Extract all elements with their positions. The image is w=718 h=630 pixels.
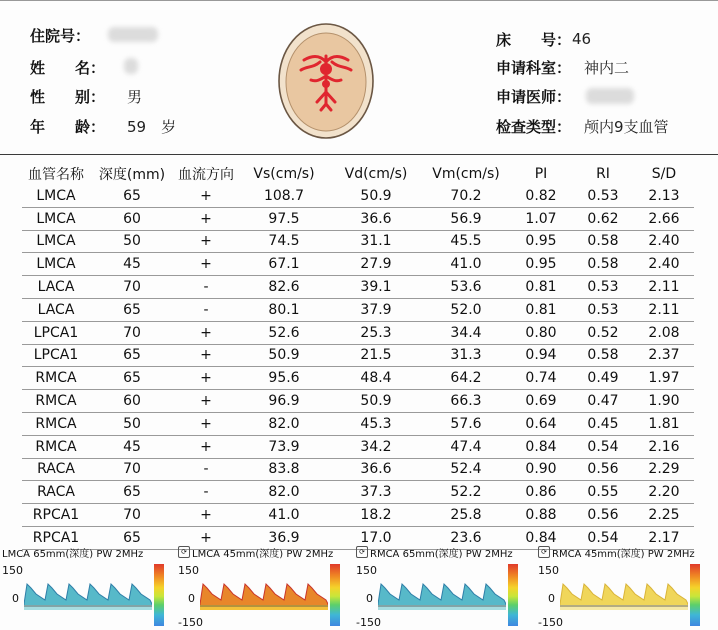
pi-cell: 0.64 (510, 412, 572, 435)
axis-tick-top: 150 (356, 564, 377, 577)
depth-cell: 60 (90, 390, 174, 413)
spectrum-title (538, 544, 695, 560)
flow-direction-cell: + (174, 526, 238, 549)
depth-cell: 50 (90, 230, 174, 253)
table-row (22, 504, 694, 527)
doctor-redacted (586, 88, 634, 104)
doctor-label: 申请医师： (496, 87, 572, 106)
doppler-waveform (200, 566, 328, 626)
vm-cell: 57.6 (422, 412, 510, 435)
color-scale-bar (154, 564, 164, 626)
spectrum-title (2, 544, 143, 560)
flow-direction-cell: - (174, 276, 238, 299)
vessel-name-cell: RACA (22, 458, 90, 481)
ri-cell: 0.49 (572, 367, 634, 390)
probe-icon: ⟳ (538, 546, 550, 558)
sd-cell: 1.90 (634, 390, 694, 413)
vs-cell: 96.9 (238, 390, 330, 413)
vs-cell: 67.1 (238, 253, 330, 276)
bed-value: 46 (572, 30, 592, 48)
sd-cell: 1.97 (634, 367, 694, 390)
name-label: 姓 名： (30, 58, 106, 77)
axis-tick-zero: 0 (548, 592, 555, 605)
dept-value: 神内二 (584, 58, 630, 77)
table-row (22, 367, 694, 390)
vm-cell: 34.4 (422, 321, 510, 344)
sex-value: 男 (127, 87, 143, 106)
ri-cell: 0.54 (572, 526, 634, 549)
flow-direction-cell: + (174, 504, 238, 527)
vm-cell: 23.6 (422, 526, 510, 549)
spectrum-title-text: RMCA 45mm(深度) PW 2MHz (552, 548, 695, 560)
depth-cell: 50 (90, 412, 174, 435)
sd-cell: 2.40 (634, 230, 694, 253)
depth-cell: 60 (90, 207, 174, 230)
flow-direction-cell: + (174, 435, 238, 458)
axis-tick-zero: 0 (366, 592, 373, 605)
table-row (22, 481, 694, 504)
vessel-name-cell: LMCA (22, 207, 90, 230)
exam-type-field (496, 115, 571, 137)
table-row (22, 230, 694, 253)
sd-cell: 2.66 (634, 207, 694, 230)
vd-cell: 50.9 (330, 390, 422, 413)
table-row (22, 185, 694, 207)
ri-cell: 0.47 (572, 390, 634, 413)
ri-cell: 0.56 (572, 504, 634, 527)
pi-cell: 1.07 (510, 207, 572, 230)
column-header: Vd(cm/s) (344, 166, 408, 182)
sd-cell: 2.11 (634, 298, 694, 321)
vs-cell: 80.1 (238, 298, 330, 321)
vs-cell: 82.0 (238, 481, 330, 504)
vessel-name-cell: LACA (22, 276, 90, 299)
flow-direction-cell: + (174, 412, 238, 435)
doppler-waveform (378, 566, 506, 626)
sd-cell: 2.17 (634, 526, 694, 549)
table-header-row (22, 163, 694, 185)
depth-cell: 65 (90, 298, 174, 321)
vessel-name-cell: RPCA1 (22, 504, 90, 527)
pi-cell: 0.74 (510, 367, 572, 390)
vd-cell: 50.9 (330, 185, 422, 207)
flow-direction-cell: + (174, 185, 238, 207)
vs-cell: 74.5 (238, 230, 330, 253)
spectrum-panel (538, 544, 716, 630)
sd-cell: 2.40 (634, 253, 694, 276)
depth-cell: 70 (90, 276, 174, 299)
exam-type-label: 检查类型： (496, 117, 572, 136)
vessel-measurements-table (22, 163, 694, 550)
vm-cell: 56.9 (422, 207, 510, 230)
pi-cell: 0.81 (510, 298, 572, 321)
vessel-name-cell: LMCA (22, 230, 90, 253)
exam-type-value: 颅内9支血管 (584, 117, 669, 136)
depth-cell: 45 (90, 253, 174, 276)
pi-cell: 0.84 (510, 526, 572, 549)
vs-cell: 95.6 (238, 367, 330, 390)
sd-cell: 2.08 (634, 321, 694, 344)
pi-cell: 0.95 (510, 230, 572, 253)
pi-cell: 0.94 (510, 344, 572, 367)
vm-cell: 52.0 (422, 298, 510, 321)
vd-cell: 37.3 (330, 481, 422, 504)
vessel-name-cell: RMCA (22, 435, 90, 458)
vd-cell: 37.9 (330, 298, 422, 321)
table-body (22, 185, 694, 549)
vm-cell: 52.2 (422, 481, 510, 504)
flow-direction-cell: + (174, 230, 238, 253)
vm-cell: 53.6 (422, 276, 510, 299)
table-row (22, 321, 694, 344)
hospital-no-redacted (108, 27, 158, 42)
table-row (22, 344, 694, 367)
ri-cell: 0.54 (572, 435, 634, 458)
vs-cell: 41.0 (238, 504, 330, 527)
age-value: 59 岁 (127, 117, 177, 136)
sex-field (30, 85, 105, 107)
column-header: Vs(cm/s) (253, 166, 315, 182)
sd-cell: 2.37 (634, 344, 694, 367)
pi-cell: 0.90 (510, 458, 572, 481)
depth-cell: 65 (90, 344, 174, 367)
vd-cell: 27.9 (330, 253, 422, 276)
vs-cell: 83.8 (238, 458, 330, 481)
flow-direction-cell: - (174, 298, 238, 321)
vessel-name-cell: RMCA (22, 412, 90, 435)
axis-tick-bottom: -150 (178, 616, 203, 629)
vessel-name-cell: RACA (22, 481, 90, 504)
bed-label: 床 号： (496, 30, 572, 49)
flow-direction-cell: + (174, 390, 238, 413)
table-row (22, 276, 694, 299)
column-header: PI (534, 166, 548, 182)
probe-icon: ⟳ (178, 546, 190, 558)
top-rule (0, 0, 718, 1)
color-scale-bar (690, 564, 700, 626)
depth-cell: 45 (90, 435, 174, 458)
vd-cell: 34.2 (330, 435, 422, 458)
vm-cell: 25.8 (422, 504, 510, 527)
pi-cell: 0.80 (510, 321, 572, 344)
age-label: 年 龄： (30, 117, 106, 136)
pi-cell: 0.84 (510, 435, 572, 458)
axis-tick-zero: 0 (12, 592, 19, 605)
depth-cell: 70 (90, 458, 174, 481)
dept-label: 申请科室： (496, 58, 572, 77)
sd-cell: 2.20 (634, 481, 694, 504)
table-row (22, 207, 694, 230)
flow-direction-cell: + (174, 321, 238, 344)
probe-icon: ⟳ (356, 546, 368, 558)
spectrum-title-text: LMCA 45mm(深度) PW 2MHz (192, 548, 334, 560)
depth-cell: 65 (90, 185, 174, 207)
bed-field (496, 28, 571, 50)
column-header: RI (596, 166, 610, 182)
vd-cell: 48.4 (330, 367, 422, 390)
vs-cell: 82.0 (238, 412, 330, 435)
color-scale-bar (508, 564, 518, 626)
spectrum-title-text: RMCA 65mm(深度) PW 2MHz (370, 548, 513, 560)
spectrum-title (178, 544, 333, 560)
table-row (22, 298, 694, 321)
vm-cell: 70.2 (422, 185, 510, 207)
vessel-name-cell: LMCA (22, 253, 90, 276)
flow-direction-cell: - (174, 481, 238, 504)
axis-tick-bottom: -150 (356, 616, 381, 629)
column-header: S/D (651, 166, 677, 182)
table-row (22, 390, 694, 413)
pi-cell: 0.82 (510, 185, 572, 207)
column-header: 深度(mm) (98, 167, 166, 183)
spectrum-panel (178, 544, 356, 630)
vm-cell: 45.5 (422, 230, 510, 253)
sd-cell: 1.81 (634, 412, 694, 435)
name-field (30, 56, 105, 78)
ri-cell: 0.55 (572, 481, 634, 504)
column-header: 血管名称 (28, 167, 84, 183)
ri-cell: 0.58 (572, 344, 634, 367)
ri-cell: 0.56 (572, 458, 634, 481)
pi-cell: 0.95 (510, 253, 572, 276)
pi-cell: 0.88 (510, 504, 572, 527)
vessel-name-cell: LACA (22, 298, 90, 321)
spectrum-title (356, 544, 513, 560)
column-header: Vm(cm/s) (432, 166, 500, 182)
flow-direction-cell: + (174, 207, 238, 230)
sex-label: 性 别： (30, 87, 106, 106)
vd-cell: 36.6 (330, 458, 422, 481)
depth-cell: 65 (90, 481, 174, 504)
table-row (22, 435, 694, 458)
vd-cell: 36.6 (330, 207, 422, 230)
color-scale-bar (330, 564, 340, 626)
flow-direction-cell: - (174, 458, 238, 481)
vs-cell: 97.5 (238, 207, 330, 230)
sd-cell: 2.13 (634, 185, 694, 207)
pi-cell: 0.81 (510, 276, 572, 299)
depth-cell: 70 (90, 504, 174, 527)
ri-cell: 0.53 (572, 185, 634, 207)
vs-cell: 82.6 (238, 276, 330, 299)
vm-cell: 47.4 (422, 435, 510, 458)
ri-cell: 0.45 (572, 412, 634, 435)
age-field (30, 115, 105, 137)
spectrum-title-text: LMCA 65mm(深度) PW 2MHz (2, 548, 144, 560)
doppler-waveform (560, 566, 688, 626)
spectrum-panel (2, 544, 180, 630)
hospital-no-label: 住院号： (30, 26, 91, 45)
depth-cell: 65 (90, 526, 174, 549)
vessel-name-cell: RPCA1 (22, 526, 90, 549)
axis-tick-top: 150 (178, 564, 199, 577)
name-redacted (124, 58, 138, 74)
vs-cell: 108.7 (238, 185, 330, 207)
vd-cell: 39.1 (330, 276, 422, 299)
vm-cell: 64.2 (422, 367, 510, 390)
spectrum-panel (356, 544, 534, 630)
flow-direction-cell: + (174, 367, 238, 390)
table-row (22, 458, 694, 481)
ri-cell: 0.58 (572, 253, 634, 276)
vessel-name-cell: RMCA (22, 390, 90, 413)
axis-tick-top: 150 (2, 564, 23, 577)
vs-cell: 36.9 (238, 526, 330, 549)
vm-cell: 52.4 (422, 458, 510, 481)
sd-cell: 2.25 (634, 504, 694, 527)
hospital-no-field (30, 24, 90, 46)
ri-cell: 0.62 (572, 207, 634, 230)
depth-cell: 70 (90, 321, 174, 344)
axis-tick-bottom: -150 (538, 616, 563, 629)
doctor-field (496, 85, 571, 107)
ri-cell: 0.52 (572, 321, 634, 344)
vs-cell: 52.6 (238, 321, 330, 344)
vd-cell: 31.1 (330, 230, 422, 253)
vessel-name-cell: RMCA (22, 367, 90, 390)
flow-direction-cell: + (174, 344, 238, 367)
vessel-name-cell: LPCA1 (22, 344, 90, 367)
flow-direction-cell: + (174, 253, 238, 276)
doppler-waveform (24, 566, 152, 626)
sd-cell: 2.29 (634, 458, 694, 481)
table-row (22, 253, 694, 276)
vd-cell: 18.2 (330, 504, 422, 527)
vm-cell: 66.3 (422, 390, 510, 413)
vd-cell: 45.3 (330, 412, 422, 435)
pi-cell: 0.69 (510, 390, 572, 413)
table-row (22, 412, 694, 435)
ri-cell: 0.58 (572, 230, 634, 253)
axis-tick-zero: 0 (188, 592, 195, 605)
brain-vessel-diagram (277, 22, 375, 140)
sd-cell: 2.11 (634, 276, 694, 299)
vessel-name-cell: LPCA1 (22, 321, 90, 344)
sd-cell: 2.16 (634, 435, 694, 458)
column-header: 血流方向 (178, 167, 234, 183)
vs-cell: 73.9 (238, 435, 330, 458)
pi-cell: 0.86 (510, 481, 572, 504)
vd-cell: 17.0 (330, 526, 422, 549)
vd-cell: 21.5 (330, 344, 422, 367)
ri-cell: 0.53 (572, 298, 634, 321)
depth-cell: 65 (90, 367, 174, 390)
dept-field (496, 56, 571, 78)
vessel-name-cell: LMCA (22, 185, 90, 207)
vs-cell: 50.9 (238, 344, 330, 367)
axis-tick-top: 150 (538, 564, 559, 577)
vm-cell: 41.0 (422, 253, 510, 276)
vd-cell: 25.3 (330, 321, 422, 344)
vm-cell: 31.3 (422, 344, 510, 367)
header-rule (0, 154, 718, 155)
ri-cell: 0.53 (572, 276, 634, 299)
